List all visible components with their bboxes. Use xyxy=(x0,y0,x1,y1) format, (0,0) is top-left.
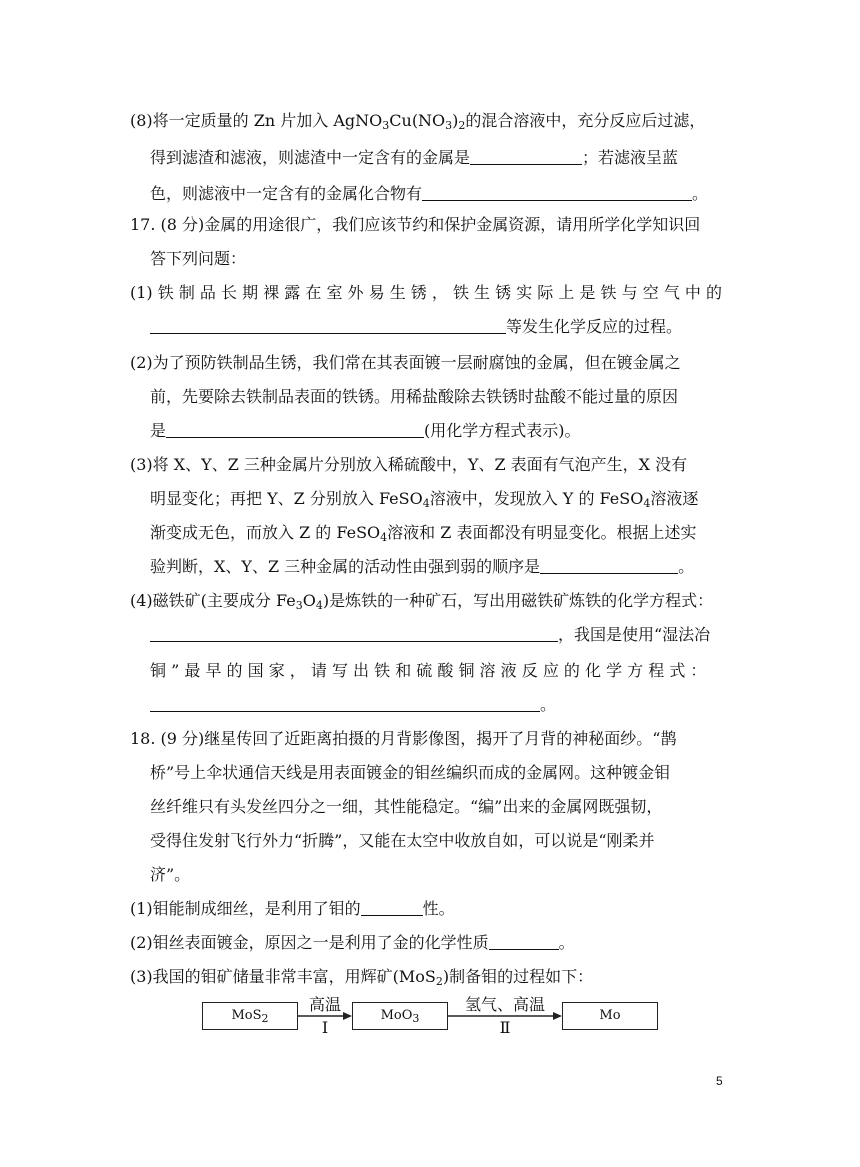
q17-title: 17. (8 分)金属的用途很广，我们应该节约和保护金属资源，请用所学化学知识回 xyxy=(130,215,701,234)
q17-p2-line-2: 前，先要除去铁制品表面的铁锈。用稀盐酸除去铁锈时盐酸不能过量的原因 xyxy=(150,387,679,406)
q16-8-line-2: 得到滤渣和滤液，则滤渣中一定含有的金属是 ；若滤液呈蓝 xyxy=(150,141,730,175)
q17-p3-line-3: 渐变成无色，而放入 Z 的 FeSO$_4$溶液和 Z 表面都没有明显变化。根据上述实 xyxy=(150,523,697,544)
arrow-2-step: Ⅱ xyxy=(499,1018,511,1037)
flow-box-moo3: MoO$_3$ xyxy=(352,1002,448,1030)
answer-blank[interactable] xyxy=(361,895,423,916)
q18-line-2: 桥”号上伞状通信天线是用表面镀金的钼丝编织而成的金属网。这种镀金钼 xyxy=(150,763,671,782)
answer-blank[interactable] xyxy=(166,417,424,438)
q18-line-1: 18. (9 分)继星传回了近距离拍摄的月背影像图，揭开了月背的神秘面纱。“鹊 xyxy=(130,729,677,748)
q17-title-cont: 答下列问题： xyxy=(150,249,247,268)
flow-box-mos2: MoS$_2$ xyxy=(202,1002,298,1030)
answer-blank[interactable] xyxy=(489,929,559,950)
q17-p4-line-1: (4)磁铁矿(主要成分 $Fe_3O_4$)是炼铁的一种矿石，写出用磁铁矿炼铁的化学方程式： xyxy=(130,591,714,612)
q18-p3: (3)我国的钼矿储量非常丰富，用辉矿(MoS$_2$)制备钼的过程如下： xyxy=(130,967,594,988)
q18-line-5: 济”。 xyxy=(150,865,191,884)
answer-blank[interactable] xyxy=(540,553,678,574)
q17-p3-line-2: 明显变化；再把 Y、Z 分别放入 FeSO$_4$溶液中，发现放入 Y 的 FeSO$_4$溶液逐 xyxy=(150,489,699,510)
q17-p1-line-2: 等发生化学反应的过程。 xyxy=(150,310,730,344)
answer-blank[interactable] xyxy=(422,180,692,201)
q18-line-3: 丝纤维只有头发丝四分之一细，其性能稳定。“编”出来的金属网既强韧， xyxy=(150,797,663,816)
q18-p1: (1)钼能制成细丝，是利用了钼的 性。 xyxy=(130,892,730,926)
flow-arrows xyxy=(200,994,660,1044)
q18-p2: (2)钼丝表面镀金，原因之一是利用了金的化学性质 。 xyxy=(130,926,730,960)
arrow-1-step: Ⅰ xyxy=(321,1018,329,1037)
q17-p2-line-3: 是 (用化学方程式表示)。 xyxy=(150,414,730,448)
q17-p4-line-2: ，我国是使用“湿法冶 xyxy=(150,618,730,652)
arrow-1-condition: 高温 xyxy=(308,995,341,1014)
process-flow-diagram xyxy=(200,994,660,1044)
q17-p3-line-4: 验判断，X、Y、Z 三种金属的活动性由强到弱的顺序是 。 xyxy=(150,550,730,584)
q17-p3-line-1: (3)将 X、Y、Z 三种金属片分别放入稀硫酸中，Y、Z 表面有气泡产生，X 没有 xyxy=(130,455,688,474)
q17-p1-line-1: (1) 铁 制 品 长 期 裸 露 在 室 外 易 生 锈 ， 铁 生 锈 实 际 上 是 铁 与 空 气 中 的 xyxy=(130,283,722,302)
flow-box-mo: Mo xyxy=(562,1002,658,1030)
answer-blank[interactable] xyxy=(470,144,582,165)
q17-p2-line-1: (2)为了预防铁制品生锈，我们常在其表面镀一层耐腐蚀的金属，但在镀金属之 xyxy=(130,353,681,372)
page-number: 5 xyxy=(716,1074,723,1088)
q17-p4-line-3: 铜 ” 最 早 的 国 家 ， 请 写 出 铁 和 硫 酸 铜 溶 液 反 应 的 化 学 方 程 式 ： xyxy=(150,661,707,680)
answer-blank[interactable] xyxy=(150,313,506,334)
q16-8-line-1: (8)将一定质量的 Zn 片加入 $AgNO_3Cu(NO_3)_2$的混合溶液中，充分反应后过滤， xyxy=(130,111,706,132)
answer-blank[interactable] xyxy=(150,691,540,712)
q16-8-line-3: 色，则滤液中一定含有的金属化合物有 。 xyxy=(150,177,730,211)
arrow-2-condition: 氢气、高温 xyxy=(464,995,545,1014)
answer-blank[interactable] xyxy=(150,621,558,642)
q17-p4-line-4: 。 xyxy=(150,688,730,722)
q18-line-4: 受得住发射飞行外力“折腾”，又能在太空中收放自如，可以说是“刚柔并 xyxy=(150,831,655,850)
